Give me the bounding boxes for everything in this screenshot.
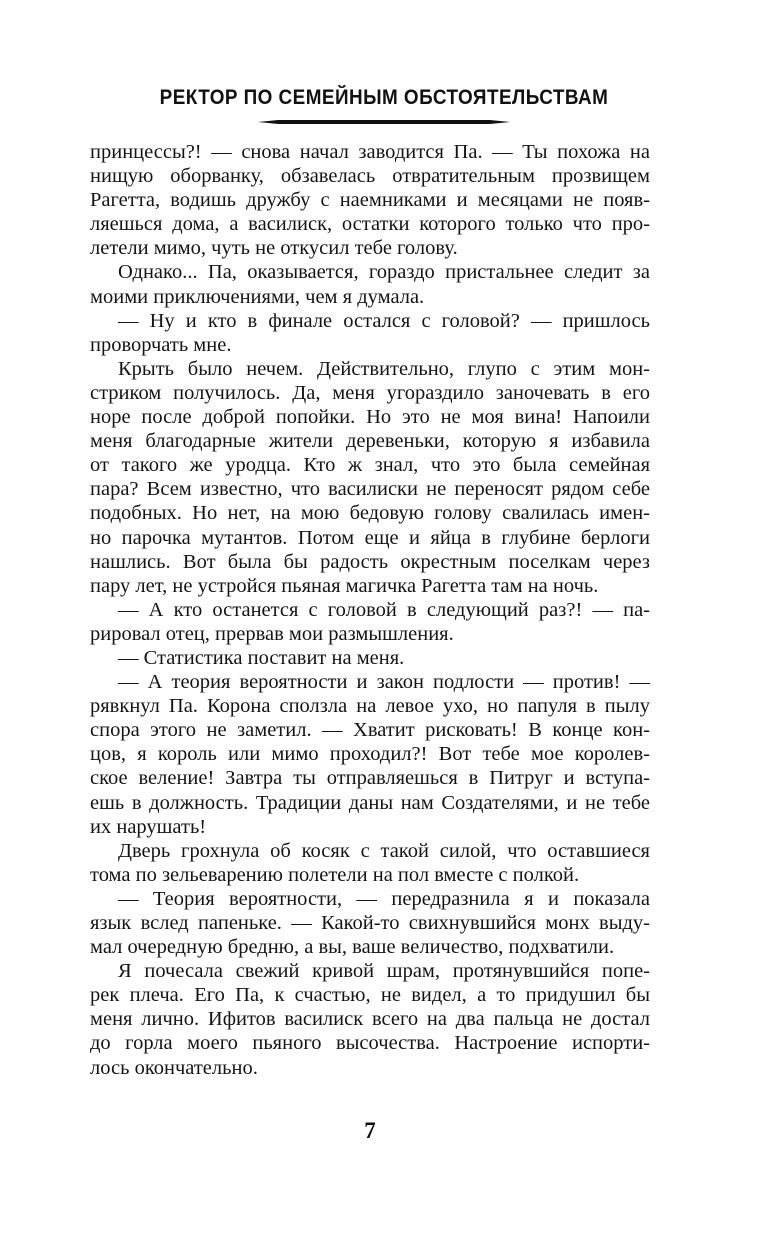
text-line: но парочка мутантов. Потом еще и яйца в глубине берлоги bbox=[90, 526, 650, 549]
body-text bbox=[90, 140, 650, 1080]
text-line: проворчать мне. bbox=[90, 333, 232, 356]
text-line: рявкнул Па. Корона сползла на левое ухо, но папуля в пылу bbox=[90, 695, 650, 718]
text-line: моими приключениями, чем я думала. bbox=[90, 285, 425, 308]
text-line: лось окончательно. bbox=[90, 1056, 258, 1079]
text-line: спора этого не заметил. — Хватит рисковать! В конце кон- bbox=[90, 719, 650, 742]
text-line: их нарушать! bbox=[90, 815, 207, 838]
text-line: стриком получилось. Да, меня угораздило заночевать в его bbox=[90, 381, 650, 404]
ornamental-rule bbox=[258, 120, 510, 124]
text-line: ское веление! Завтра ты отправляешься в Питруг и вступа- bbox=[90, 767, 650, 790]
text-line: норе после доброй попойки. Но это не моя вина! Напоили bbox=[90, 406, 650, 429]
text-line: меня благодарные жители деревеньки, которую я избавила bbox=[90, 430, 650, 453]
text-line: Крыть было нечем. Действительно, глупо с этим мон- bbox=[118, 357, 650, 380]
text-line: ляешься дома, а василиск, остатки которого только что про- bbox=[90, 213, 650, 236]
text-line: до горла моего пьяного высочества. Настроение испорти- bbox=[90, 1032, 650, 1055]
text-line: ешь в должность. Традиции даны нам Создателями, и не тебе bbox=[90, 791, 650, 814]
text-line: пару лет, не устройся пьяная магичка Рагетта там на ночь. bbox=[90, 574, 599, 597]
text-line: меня лично. Ифитов василиск всего на два пальца не достал bbox=[90, 1008, 650, 1031]
text-line: — Ну и кто в финале остался с головой? — пришлось bbox=[118, 309, 650, 332]
page-number: 7 bbox=[364, 1118, 376, 1143]
text-line: — Теория вероятности, — передразнила я и показала bbox=[118, 887, 650, 910]
text-line: рировал отец, прервав мои размышления. bbox=[90, 622, 454, 645]
text-line: Рагетта, водишь дружбу с наемниками и месяцами не появ- bbox=[90, 189, 650, 212]
text-line: летели мимо, чуть не откусил тебе голову. bbox=[90, 237, 458, 260]
text-line: от такого же уродца. Кто ж знал, что это была семейная bbox=[90, 454, 650, 477]
text-line: пара? Всем известно, что василиски не переносят рядом себе bbox=[90, 478, 650, 501]
text-line: мал очередную бредню, а вы, ваше величество, подхватили. bbox=[90, 936, 615, 959]
text-line: Я почесала свежий кривой шрам, протянувшийся попе- bbox=[118, 960, 650, 983]
running-head: РЕКТОР ПО СЕМЕЙНЫМ ОБСТОЯТЕЛЬСТВАМ bbox=[159, 86, 609, 109]
text-line: тома по зельеварению полетели на пол вместе с полкой. bbox=[90, 863, 580, 886]
text-line: — А теория вероятности и закон подлости — против! — bbox=[118, 671, 650, 694]
text-line: рек плеча. Его Па, к счастью, не видел, а то придушил бы bbox=[90, 984, 650, 1007]
text-line: Дверь грохнула об косяк с такой силой, что оставшиеся bbox=[118, 839, 650, 862]
text-line: нищую оборванку, обзавелась отвратительным прозвищем bbox=[90, 165, 650, 188]
text-line: язык вслед папеньке. — Какой-то свихнувшийся монх выду- bbox=[90, 912, 650, 934]
text-line: — Статистика поставит на меня. bbox=[118, 646, 405, 669]
text-line: — А кто останется с головой в следующий раз?! — па- bbox=[118, 598, 650, 621]
text-line: нашлись. Вот была бы радость окрестным поселкам через bbox=[90, 550, 650, 573]
text-line: принцессы?! — снова начал заводится Па. — Ты похожа на bbox=[90, 141, 650, 163]
text-line: Однако... Па, оказывается, гораздо пристальнее следит за bbox=[118, 261, 650, 284]
text-line: цов, я король или мимо проходил?! Вот тебе мое королев- bbox=[90, 743, 650, 766]
text-line: подобных. Но нет, на мою бедовую голову свалилась имен- bbox=[90, 502, 650, 525]
